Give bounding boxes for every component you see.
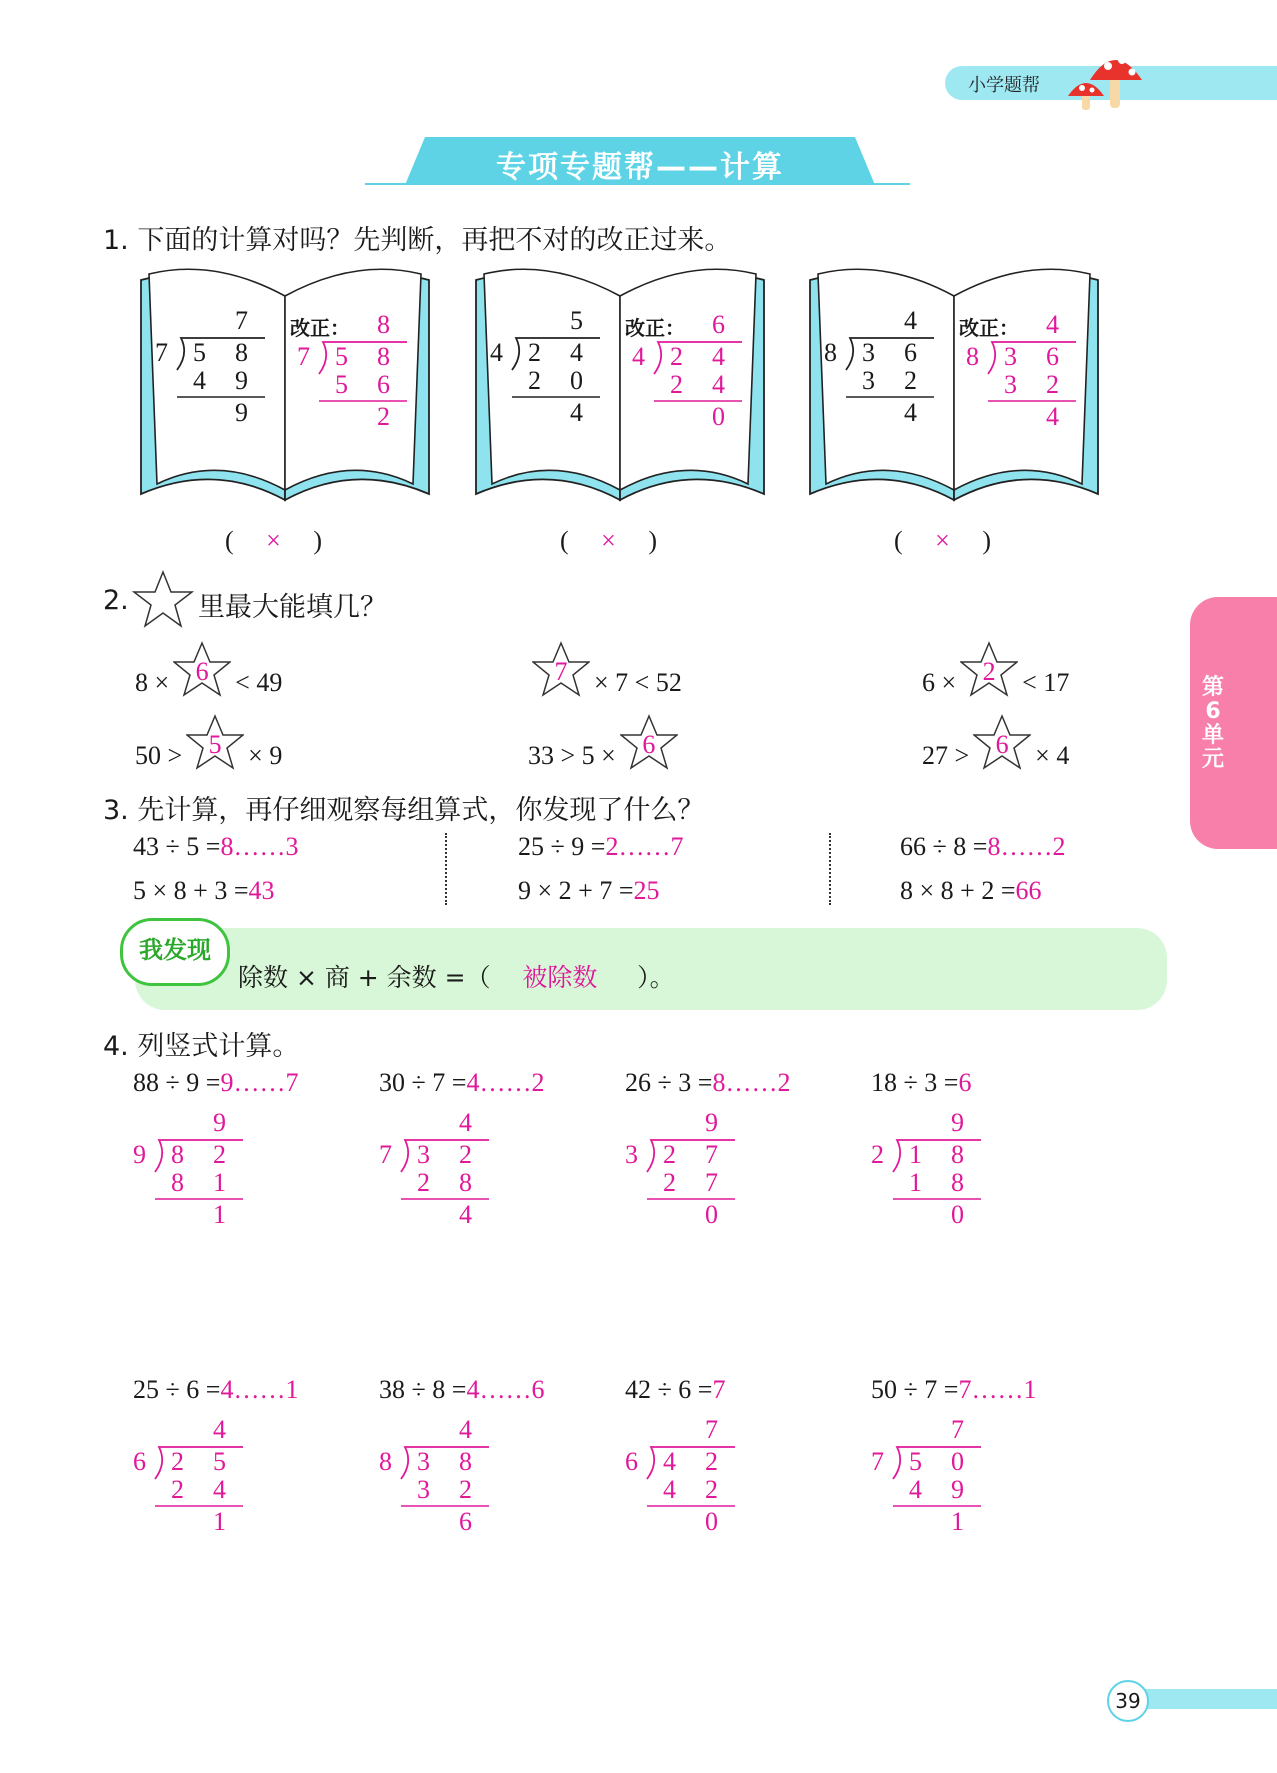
quotient: 4 [459, 1108, 472, 1137]
q2-prompt: 里最大能填几？ [198, 592, 387, 623]
star-value: 7 [554, 657, 568, 686]
dividend-digit: 8 [377, 342, 390, 371]
division-problem: 30 ÷ 7 =4……2 [379, 1068, 545, 1097]
product-digit: 2 [171, 1475, 184, 1504]
remainder: 4 [1046, 402, 1059, 431]
inequality-left: 33 > 5 × [528, 741, 616, 770]
mushroom-icon [1060, 44, 1150, 114]
remainder: 4 [570, 398, 583, 427]
quotient: 7 [951, 1415, 964, 1444]
quotient: 9 [951, 1108, 964, 1137]
divisor: 7 [155, 338, 168, 367]
quotient: 8 [377, 310, 390, 339]
correct-label: 改正： [959, 316, 1019, 340]
product-digit: 4 [909, 1475, 922, 1504]
remainder: 0 [705, 1507, 718, 1536]
quotient: 4 [213, 1415, 226, 1444]
vertical-division [871, 1108, 991, 1238]
divisor: 3 [625, 1140, 638, 1169]
fixed-division [966, 310, 1086, 440]
divisor: 7 [871, 1447, 884, 1476]
division-bracket [379, 1108, 499, 1238]
fixed-division [632, 310, 752, 440]
answer-star[interactable] [960, 655, 1018, 711]
dividend-digit: 4 [663, 1447, 676, 1476]
correct-label: 改正： [290, 316, 350, 340]
discovery-text: 除数 × 商 + 余数 =（ 被除数 ）。 [238, 963, 675, 992]
division-problem: 88 ÷ 9 =9……7 [133, 1068, 299, 1097]
dividend-digit: 5 [335, 342, 348, 371]
quotient: 7 [705, 1415, 718, 1444]
division-equation: 43 ÷ 5 =8……3 [133, 832, 299, 861]
judge-3: ( × ) [894, 526, 992, 555]
q4-prompt: 4. 列竖式计算。 [103, 1031, 300, 1062]
division-bracket [490, 306, 610, 436]
quotient: 4 [459, 1415, 472, 1444]
division-bracket [379, 1415, 499, 1545]
product-digit: 2 [705, 1475, 718, 1504]
dividend-digit: 5 [909, 1447, 922, 1476]
inequality-right: × 9 [248, 741, 283, 770]
product-digit: 2 [417, 1168, 430, 1197]
star-value: 6 [642, 730, 656, 759]
star-inequality [922, 655, 1069, 711]
product-digit: 3 [1004, 370, 1017, 399]
division-bracket [625, 1108, 745, 1238]
remainder: 4 [904, 398, 917, 427]
vertical-division [625, 1108, 745, 1238]
product-digit: 9 [951, 1475, 964, 1504]
dividend-digit: 5 [213, 1447, 226, 1476]
product-digit: 2 [663, 1168, 676, 1197]
divisor: 6 [133, 1447, 146, 1476]
product-digit: 2 [459, 1475, 472, 1504]
dividend-digit: 2 [213, 1140, 226, 1169]
remainder: 4 [459, 1200, 472, 1229]
inequality-right: × 7 < 52 [594, 668, 682, 697]
inequality-left: 50 > [135, 741, 183, 770]
dividend-digit: 4 [712, 342, 725, 371]
q1-prompt: 1. 下面的计算对吗？先判断，再把不对的改正过来。 [103, 225, 732, 256]
q2-number: 2. [103, 585, 129, 616]
check-equation: 8 × 8 + 2 =66 [900, 876, 1042, 905]
divider [829, 833, 831, 905]
dividend-digit: 2 [528, 338, 541, 367]
dividend-digit: 4 [570, 338, 583, 367]
remainder: 0 [705, 1200, 718, 1229]
inequality-left: 27 > [922, 741, 970, 770]
inequality-left: 6 × [922, 668, 957, 697]
division-bracket [824, 306, 944, 436]
product-digit: 0 [570, 366, 583, 395]
dividend-digit: 2 [663, 1140, 676, 1169]
product-digit: 1 [213, 1168, 226, 1197]
divisor: 7 [297, 342, 310, 371]
dividend-digit: 6 [904, 338, 917, 367]
division-bracket [625, 1415, 745, 1545]
dividend-digit: 6 [1046, 342, 1059, 371]
vertical-division [625, 1415, 745, 1545]
division-problem: 38 ÷ 8 =4……6 [379, 1375, 545, 1404]
star-inequality [135, 728, 282, 784]
inequality-right: < 17 [1022, 668, 1070, 697]
product-digit: 6 [377, 370, 390, 399]
judge-1: ( × ) [225, 526, 323, 555]
remainder: 1 [213, 1200, 226, 1229]
dividend-digit: 3 [862, 338, 875, 367]
dividend-digit: 2 [705, 1447, 718, 1476]
wrong-division [490, 306, 610, 436]
star-value: 2 [982, 657, 996, 686]
product-digit: 9 [235, 366, 248, 395]
fixed-division [297, 310, 417, 440]
quotient: 4 [904, 306, 917, 335]
vertical-division [379, 1108, 499, 1238]
product-digit: 8 [171, 1168, 184, 1197]
product-digit: 4 [193, 366, 206, 395]
answer-star[interactable] [973, 728, 1031, 784]
judge-2: ( × ) [560, 526, 658, 555]
check-equation: 5 × 8 + 3 =43 [133, 876, 275, 905]
vertical-division [871, 1415, 991, 1545]
product-digit: 2 [528, 366, 541, 395]
answer-star[interactable] [173, 655, 231, 711]
remainder: 1 [951, 1507, 964, 1536]
quotient: 9 [705, 1108, 718, 1137]
division-equation: 25 ÷ 9 =2……7 [518, 832, 684, 861]
divider [445, 833, 447, 905]
remainder: 9 [235, 398, 248, 427]
dividend-digit: 1 [909, 1140, 922, 1169]
remainder: 6 [459, 1507, 472, 1536]
answer-star[interactable] [620, 728, 678, 784]
star-inequality [922, 728, 1069, 784]
unit-tab-label: 第 6 单 元 [1201, 675, 1224, 772]
dividend-digit: 3 [417, 1140, 430, 1169]
page-title: 专项专题帮——计算 [496, 150, 784, 185]
divisor: 8 [824, 338, 837, 367]
division-bracket [155, 306, 275, 436]
divisor: 6 [625, 1447, 638, 1476]
division-bracket [871, 1415, 991, 1545]
answer-star[interactable] [186, 728, 244, 784]
quotient: 4 [1046, 310, 1059, 339]
divisor: 8 [379, 1447, 392, 1476]
division-equation: 66 ÷ 8 =8……2 [900, 832, 1066, 861]
product-digit: 2 [904, 366, 917, 395]
star-inequality [528, 728, 682, 784]
division-bracket [133, 1108, 253, 1238]
star-inequality [135, 655, 282, 711]
divisor: 7 [379, 1140, 392, 1169]
product-digit: 2 [670, 370, 683, 399]
product-digit: 2 [1046, 370, 1059, 399]
product-digit: 3 [417, 1475, 430, 1504]
quotient: 5 [570, 306, 583, 335]
remainder: 0 [951, 1200, 964, 1229]
inequality-right: × 4 [1035, 741, 1070, 770]
remainder: 0 [712, 402, 725, 431]
dividend-digit: 5 [193, 338, 206, 367]
divisor: 4 [490, 338, 503, 367]
divisor: 8 [966, 342, 979, 371]
product-digit: 4 [712, 370, 725, 399]
product-digit: 7 [705, 1168, 718, 1197]
star-inequality [528, 655, 682, 711]
wrong-division [824, 306, 944, 436]
remainder: 2 [377, 402, 390, 431]
dividend-digit: 7 [705, 1140, 718, 1169]
page-number: 39 [1107, 1680, 1149, 1722]
q3-prompt: 3. 先计算，再仔细观察每组算式，你发现了什么？ [103, 795, 705, 826]
divisor: 2 [871, 1140, 884, 1169]
product-digit: 4 [663, 1475, 676, 1504]
dividend-digit: 8 [951, 1140, 964, 1169]
dividend-digit: 2 [670, 342, 683, 371]
star-icon [132, 570, 194, 628]
quotient: 7 [235, 306, 248, 335]
vertical-division [133, 1108, 253, 1238]
vertical-division [379, 1415, 499, 1545]
divisor: 4 [632, 342, 645, 371]
product-digit: 8 [459, 1168, 472, 1197]
division-problem: 42 ÷ 6 =7 [625, 1375, 726, 1404]
dividend-digit: 2 [171, 1447, 184, 1476]
product-digit: 8 [951, 1168, 964, 1197]
division-bracket [297, 310, 417, 440]
remainder: 1 [213, 1507, 226, 1536]
division-bracket [966, 310, 1086, 440]
dividend-digit: 2 [459, 1140, 472, 1169]
header-brand: 小学题帮 [968, 75, 1040, 96]
division-bracket [632, 310, 752, 440]
check-equation: 9 × 2 + 7 =25 [518, 876, 660, 905]
division-problem: 50 ÷ 7 =7……1 [871, 1375, 1037, 1404]
dividend-digit: 8 [171, 1140, 184, 1169]
correct-label: 改正： [625, 316, 685, 340]
star-value: 5 [208, 730, 222, 759]
product-digit: 3 [862, 366, 875, 395]
division-problem: 26 ÷ 3 =8……2 [625, 1068, 791, 1097]
dividend-digit: 3 [417, 1447, 430, 1476]
dividend-digit: 3 [1004, 342, 1017, 371]
quotient: 9 [213, 1108, 226, 1137]
discovery-badge: 我发现 [120, 918, 230, 986]
dividend-digit: 8 [235, 338, 248, 367]
inequality-right: < 49 [235, 668, 283, 697]
quotient: 6 [712, 310, 725, 339]
star-value: 6 [995, 730, 1009, 759]
divisor: 9 [133, 1140, 146, 1169]
division-problem: 25 ÷ 6 =4……1 [133, 1375, 299, 1404]
wrong-division [155, 306, 275, 436]
division-bracket [871, 1108, 991, 1238]
product-digit: 1 [909, 1168, 922, 1197]
vertical-division [133, 1415, 253, 1545]
inequality-left: 8 × [135, 668, 170, 697]
division-bracket [133, 1415, 253, 1545]
answer-star[interactable] [532, 655, 590, 711]
product-digit: 4 [213, 1475, 226, 1504]
product-digit: 5 [335, 370, 348, 399]
dividend-digit: 0 [951, 1447, 964, 1476]
star-value: 6 [195, 657, 209, 686]
division-problem: 18 ÷ 3 =6 [871, 1068, 972, 1097]
dividend-digit: 8 [459, 1447, 472, 1476]
page-band [1140, 1689, 1277, 1709]
